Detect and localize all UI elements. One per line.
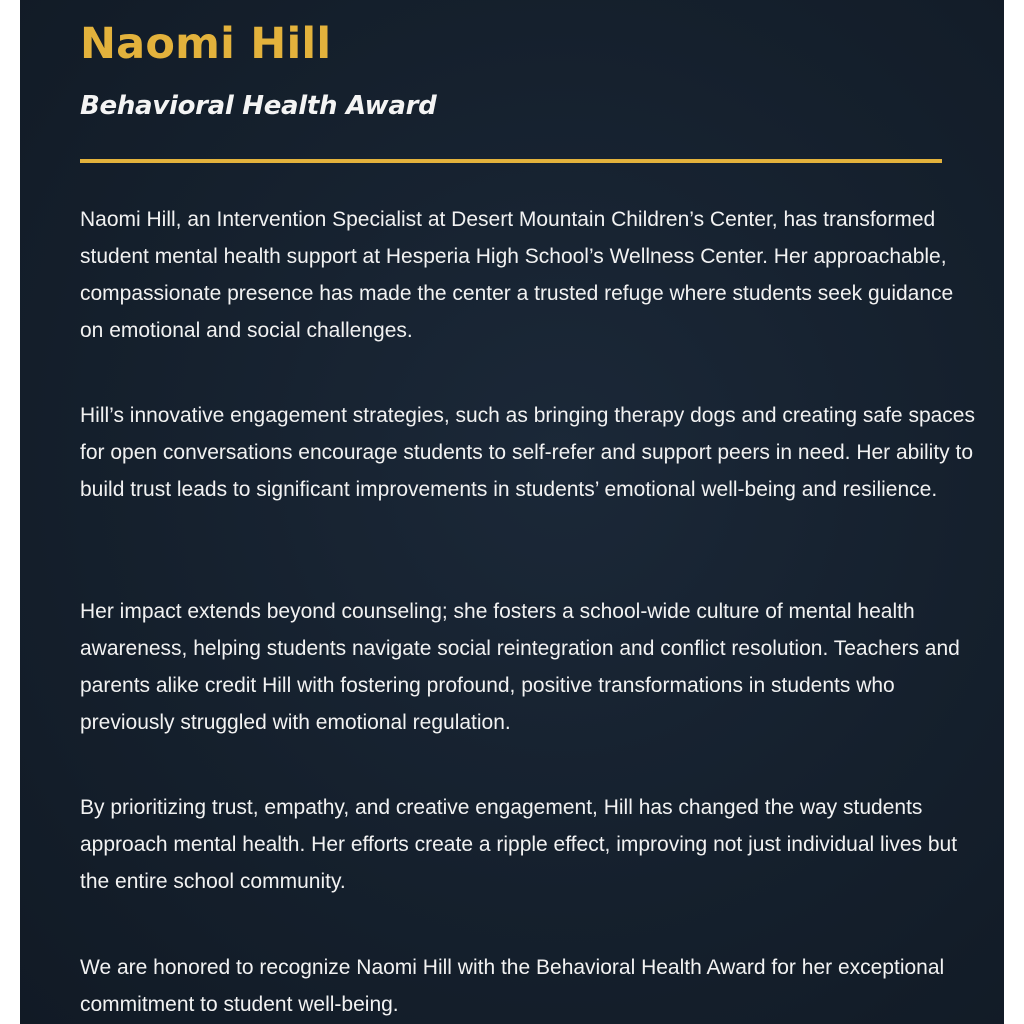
paragraph-approach: By prioritizing trust, empathy, and creative engagement, Hill has changed the way students approach mental health. Her efforts create a ripple effect, improving not just individual lives but the entire school community. — [80, 796, 958, 893]
recipient-name: Naomi Hill — [80, 19, 332, 69]
gold-divider — [80, 159, 942, 163]
award-panel — [20, 0, 1004, 1024]
paragraph-strategies: Hill’s innovative engagement strategies, such as bringing therapy dogs and creating safe spaces for open conversations encourage students to self-refer and support peers in need. Her ability to build trust leads to significant improvements in students’ emotional well-being and resilience. — [80, 404, 975, 501]
award-title: Behavioral Health Award — [80, 91, 437, 121]
paragraph-recognition: We are honored to recognize Naomi Hill with the Behavioral Health Award for her exceptional commitment to student well-being. — [80, 956, 945, 1016]
paragraph-impact: Her impact extends beyond counseling; she fosters a school-wide culture of mental health awareness, helping students navigate social reintegration and conflict resolution. Teachers and parents alike credit Hill with fostering profound, positive transformations in students who previously struggled with emotional regulation. — [80, 600, 960, 734]
paragraph-intro: Naomi Hill, an Intervention Specialist at Desert Mountain Children’s Center, has transformed student mental health support at Hesperia High School’s Wellness Center. Her approachable, compassionate presence has made the center a trusted refuge where students seek guidance on emotional and social challenges. — [80, 208, 954, 342]
